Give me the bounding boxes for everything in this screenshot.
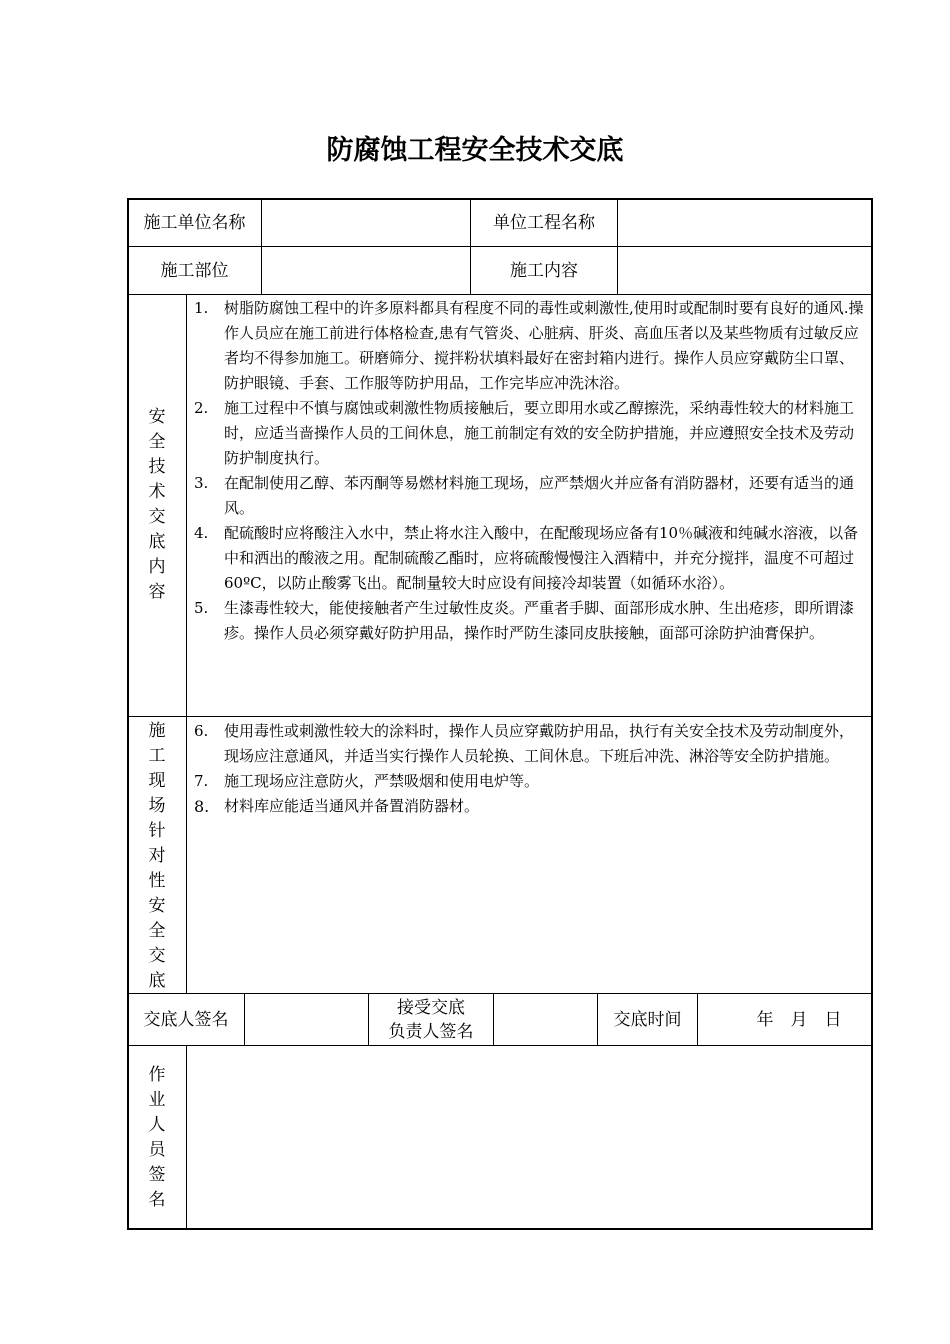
column-divider xyxy=(186,294,187,994)
site-safety-label xyxy=(128,719,186,994)
list-item-text: 配硫酸时应将酸注入水中，禁止将水注入酸中，在配酸现场应备有10％碱液和纯碱水溶液，以备中和洒出的酸液之用。配制硫酸乙酯时，应将硫酸慢慢注入酒精中，并充分搅拌，温度不可超过60ºC，以防止酸雾飞出。配制量较大时应设有间接冷却装置（如循环水浴）。 xyxy=(224,524,859,592)
list-item-text: 在配制使用乙醇、苯丙酮等易燃材料施工现场，应严禁烟火并应备有消防器材，还要有适当的通风。 xyxy=(224,474,855,517)
list-item-text: 施工过程中不慎与腐蚀或刺激性物质接触后，要立即用水或乙醇擦洗，采纳毒性较大的材料施工时，应适当啬操作人员的工间休息，施工前制定有效的安全防护措施，并应遵照安全技术及劳动防护制度执行。 xyxy=(224,399,855,467)
location-field[interactable] xyxy=(262,247,470,294)
list-item xyxy=(192,396,864,471)
workers-signature-label xyxy=(128,1063,186,1213)
site-label-text: 施工现场针对性安全交底 xyxy=(148,721,166,991)
project-name-field[interactable] xyxy=(618,199,872,246)
list-item-text: 树脂防腐蚀工程中的许多原料都具有程度不同的毒性或刺激性,使用时或配制时要有良好的通风.操作人员应在施工前进行体格检查,患有气管炎、心脏病、肝炎、高血压者以及某些物质有过敏反应者均不得参加施工。研磨筛分、搅拌粉状填料最好在密封箱内进行。操作人员应穿戴防尘口罩、防护眼镜、手套、工作服等防护用品，工作完毕应冲洗沐浴。 xyxy=(224,299,864,392)
receiver-label-line1: 接受交底 xyxy=(397,997,465,1018)
unit-name-field[interactable] xyxy=(262,199,470,246)
workers-label-text: 作业人员签名 xyxy=(148,1065,166,1210)
list-item-number: 6. xyxy=(194,722,209,740)
row-divider xyxy=(128,294,872,295)
list-item xyxy=(192,471,864,521)
list-item xyxy=(192,596,864,646)
list-item-number: 4. xyxy=(194,524,209,542)
list-item xyxy=(192,769,864,794)
receiver-signature-label xyxy=(369,994,493,1045)
discloser-signature-field[interactable] xyxy=(245,994,368,1045)
safety-content-label xyxy=(128,405,186,605)
safety-label-text: 安全技术交底内容 xyxy=(148,407,166,602)
content-field[interactable] xyxy=(618,247,872,294)
discloser-signature-label: 交底人签名 xyxy=(143,1009,229,1030)
row-divider xyxy=(128,716,872,717)
receiver-signature-field[interactable] xyxy=(494,994,597,1045)
disclosure-time-label: 交底时间 xyxy=(613,1009,682,1030)
list-item xyxy=(192,521,864,596)
workers-signature-area[interactable] xyxy=(187,1046,872,1229)
disclosure-date-field[interactable]: 年 月 日 xyxy=(756,1009,842,1030)
list-item-number: 3. xyxy=(194,474,209,492)
list-item-text: 使用毒性或刺激性较大的涂料时，操作人员应穿戴防护用品，执行有关安全技术及劳动制度外，现场应注意通风，并适当实行操作人员轮换、工间休息。下班后冲洗、淋浴等安全防护措施。 xyxy=(224,722,855,765)
list-item-text: 材料库应能适当通风并备置消防器材。 xyxy=(224,797,480,815)
location-label: 施工部位 xyxy=(160,260,229,281)
unit-name-label: 施工单位名称 xyxy=(143,212,246,233)
list-item-text: 生漆毒性较大，能使接触者产生过敏性皮炎。严重者手脚、面部形成水肿、生出疮疹，即所谓漆疹。操作人员必须穿戴好防护用品，操作时严防生漆同皮肤接触，面部可涂防护油膏保护。 xyxy=(224,599,855,642)
list-item-number: 5. xyxy=(194,599,209,617)
list-item-text: 施工现场应注意防火，严禁吸烟和使用电炉等。 xyxy=(224,772,540,790)
site-safety-list xyxy=(192,719,864,819)
content-label: 施工内容 xyxy=(510,260,578,281)
list-item xyxy=(192,794,864,819)
list-item xyxy=(192,296,864,396)
list-item-number: 7. xyxy=(194,772,209,790)
project-name-label: 单位工程名称 xyxy=(493,212,595,233)
list-item xyxy=(192,719,864,769)
receiver-label-line2: 负责人签名 xyxy=(388,1021,474,1042)
list-item-number: 8. xyxy=(194,797,210,816)
safety-content-list xyxy=(192,296,864,646)
list-item-number: 1. xyxy=(194,299,209,317)
list-item-number: 2. xyxy=(194,399,209,417)
page-title: 防腐蚀工程安全技术交底 xyxy=(326,135,624,166)
